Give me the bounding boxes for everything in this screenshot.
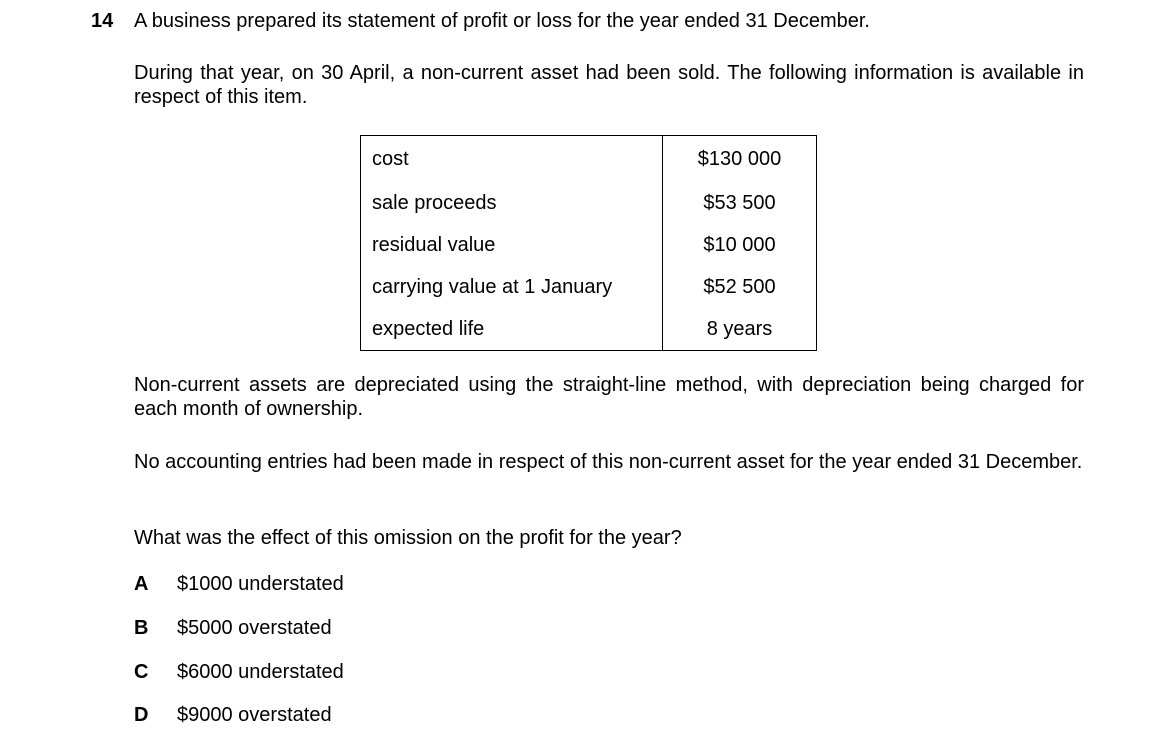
option-text: $6000 understated [177, 661, 344, 683]
table-row-value: $10 000 [703, 234, 776, 256]
table-row-value: $130 000 [697, 148, 782, 170]
depreciation-paragraph: Non-current assets are depreciated using the straight-line method, with depreciation being charged for each month of ownership. [134, 374, 1084, 420]
table-row [361, 266, 817, 308]
table-row [361, 136, 817, 183]
question-number: 14 [91, 10, 114, 32]
table-row-label: carrying value at 1 January [361, 266, 663, 308]
question-prompt: What was the effect of this omission on the profit for the year? [134, 527, 682, 549]
option-letter: C [134, 661, 149, 683]
table-row-value: $53 500 [703, 192, 776, 214]
option-text: $1000 understated [177, 573, 344, 595]
question-stem: A business prepared its statement of profit or loss for the year ended 31 December. [134, 10, 870, 32]
option-letter: B [134, 617, 149, 639]
table-row [361, 308, 817, 351]
table-row [361, 224, 817, 266]
option-letter: D [134, 704, 149, 726]
table-row-value: $52 500 [703, 276, 776, 298]
asset-info-table [360, 135, 817, 351]
info-paragraph: During that year, on 30 April, a non-current asset had been sold. The following information is available in respect of this item. [134, 62, 1084, 108]
table-row-label: cost [361, 136, 663, 183]
table-row-label: expected life [361, 308, 663, 351]
table-row [361, 182, 817, 224]
option-letter: A [134, 573, 149, 595]
omission-paragraph: No accounting entries had been made in respect of this non-current asset for the year ended 31 December. [134, 451, 1083, 473]
table-row-label: residual value [361, 224, 663, 266]
option-text: $5000 overstated [177, 617, 332, 639]
table-row-label: sale proceeds [361, 182, 663, 224]
table-row-value: 8 years [706, 318, 773, 340]
option-text: $9000 overstated [177, 704, 332, 726]
